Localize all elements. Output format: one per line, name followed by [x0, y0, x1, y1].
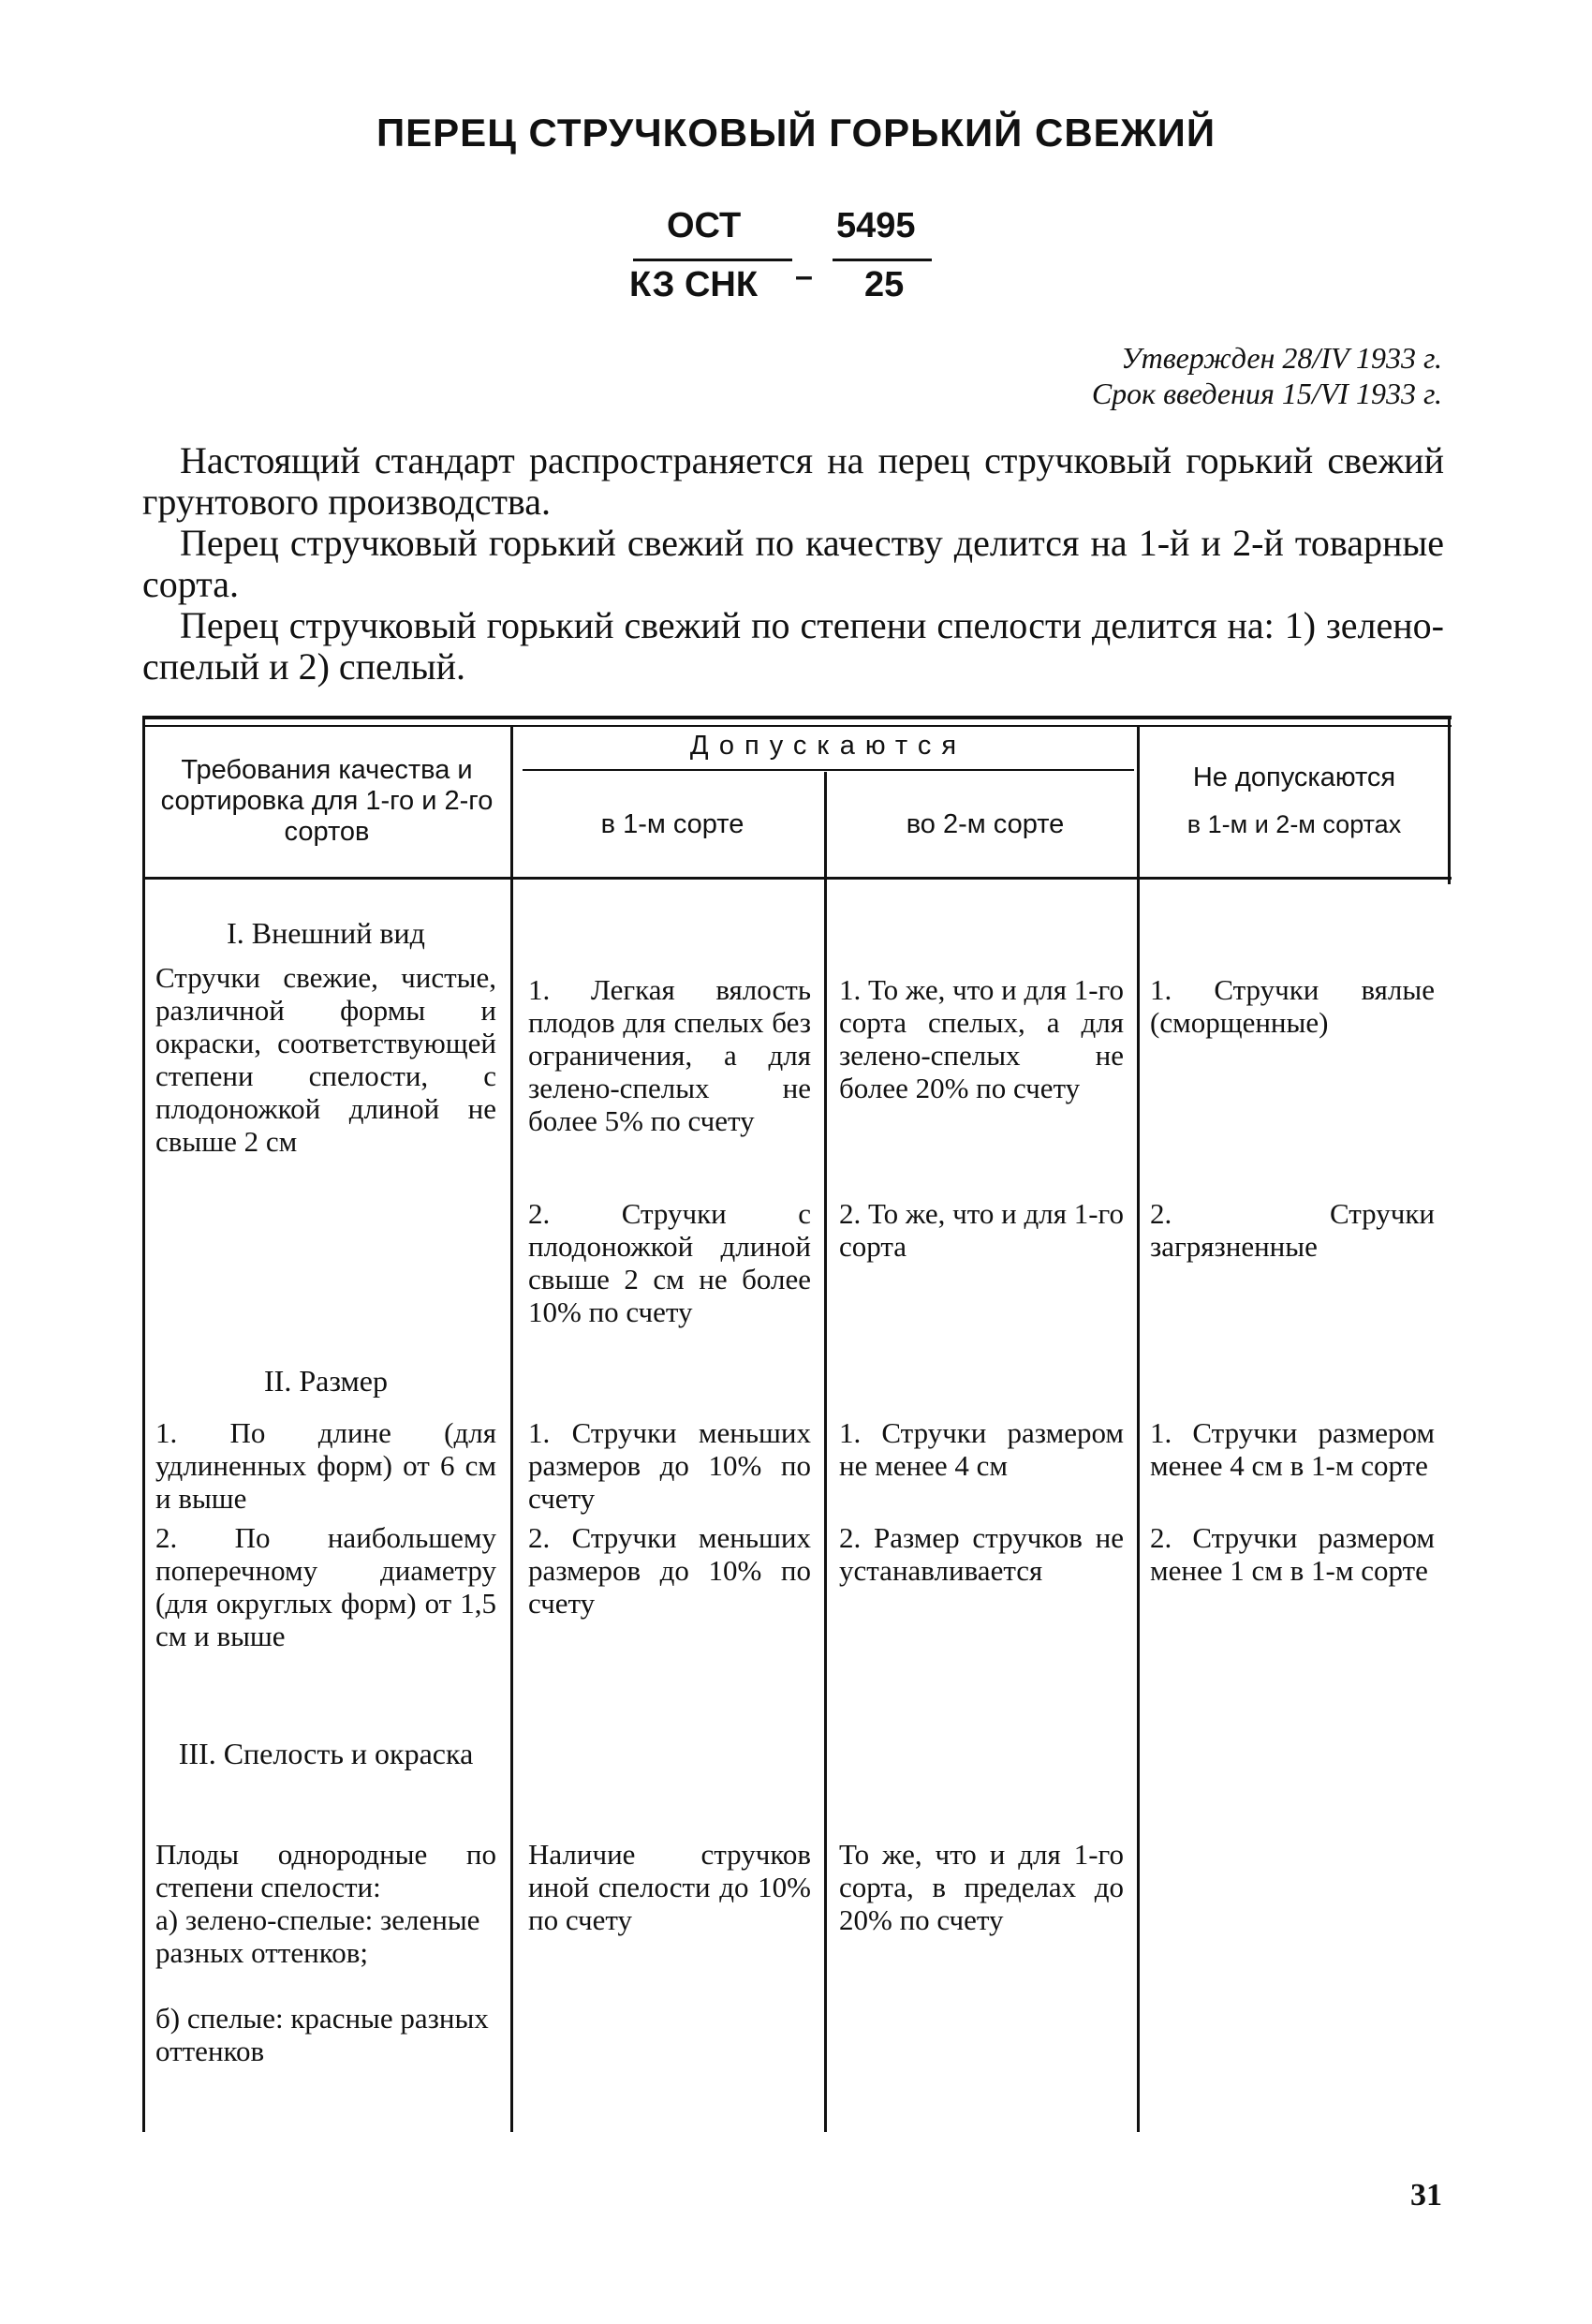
first-grade-allowance: Наличие стручков иной спелости до 10% по счету [528, 1838, 811, 1936]
second-grade-allowance: 2. Размер стручков не устанавливается [839, 1521, 1124, 1587]
first-grade-allowance: 1. Стручки меньших размеров до 10% по счету [528, 1416, 811, 1515]
header-bottom-rule [142, 877, 1452, 880]
header-not-allowed-grades: в 1-м и 2-м сортах [1187, 810, 1402, 838]
intro-text [142, 440, 1444, 688]
fraction-rule-right [833, 259, 932, 261]
intro-paragraph: Настоящий стандарт распространяется на перец стручковый горький свежий грунтового производства. [142, 439, 1444, 523]
not-allowed-item: 2. Стручки размером менее 1 см в 1-м сорте [1150, 1521, 1435, 1587]
fraction-dash: – [795, 259, 813, 294]
standard-number-bottom: 25 [864, 265, 905, 304]
column-divider [824, 772, 827, 2132]
intro-paragraph: Перец стручковый горький свежий по степени спелости делится на: 1) зелено-спелый и 2) спелый. [142, 604, 1444, 688]
intro-paragraph: Перец стручковый горький свежий по качеству делится на 1-й и 2-й товарные сорта. [142, 522, 1444, 605]
not-allowed-item: 1. Стручки вялые (сморщенные) [1150, 973, 1435, 1039]
approval-date: Утвержден 28/IV 1933 г. [1121, 341, 1442, 375]
header-allowed: Допускаются [689, 731, 967, 761]
standard-code-bottom-left: КЗ СНК [629, 265, 759, 304]
second-grade-allowance: 1. Стручки размером не менее 4 см [839, 1416, 1124, 1482]
section-title-size: II. Размер [264, 1364, 388, 1398]
page-title: ПЕРЕЦ СТРУЧКОВЫЙ ГОРЬКИЙ СВЕЖИЙ [376, 111, 1216, 155]
quality-requirements-table [142, 716, 1452, 2132]
standard-code-top-left: ОСТ [667, 206, 742, 245]
requirement-diameter: 2. По наибольшему поперечному диаметру (для округлых форм) от 1,5 см и выше [155, 1521, 496, 1652]
not-allowed-item: 1. Стручки размером менее 4 см в 1-м сорте [1150, 1416, 1435, 1482]
table-top-rule [142, 716, 1452, 719]
header-requirements: Требования качества и сортировка для 1-го и 2-го сортов [160, 755, 494, 847]
requirement-ripeness-green: а) зелено-спелые: зеленые разных оттенков; [155, 1903, 480, 1969]
header-not-allowed: Не допускаются [1192, 762, 1396, 792]
section-title-ripeness: III. Спелость и окраска [178, 1737, 474, 1770]
first-grade-allowance: 2. Стручки меньших размеров до 10% по счету [528, 1521, 811, 1620]
section-title-appearance: I. Внешний вид [227, 916, 425, 950]
header-first-grade: в 1-м сорте [600, 809, 744, 839]
fraction-rule-left [633, 259, 792, 261]
effective-date: Срок введения 15/VI 1933 г. [1091, 377, 1442, 410]
page-number: 31 [1410, 2178, 1442, 2213]
table-left-border [142, 716, 145, 2132]
column-divider [1137, 727, 1140, 2132]
not-allowed-item: 2. Стручки загрязненные [1150, 1197, 1435, 1263]
first-grade-allowance: 2. Стручки с плодоножкой длиной свыше 2 см не более 10% по счету [528, 1197, 811, 1328]
table-top-rule-inner [142, 725, 1452, 727]
second-grade-allowance: 2. То же, что и для 1-го сорта [839, 1197, 1124, 1263]
requirement-ripeness: Плоды однородные по степени спелости: [155, 1838, 496, 1903]
header-second-grade: во 2-м сорте [906, 809, 1065, 839]
standard-number-top: 5495 [836, 206, 916, 245]
second-grade-allowance: 1. То же, что и для 1-го сорта спелых, а для зелено-спелых не более 20% по счету [839, 973, 1124, 1104]
requirement-appearance: Стручки свежие, чистые, различной формы и окраски, соответствующей степени спелости, с плодоножкой длиной не свыше 2 см [155, 961, 496, 1158]
requirement-length: 1. По длине (для удлиненных форм) от 6 см и выше [155, 1416, 496, 1515]
column-divider [510, 727, 513, 2132]
first-grade-allowance: 1. Легкая вялость плодов для спелых без ограничения, а для зелено-спелых не более 5% по счету [528, 973, 811, 1137]
requirement-ripeness-red: б) спелые: красные разных оттенков [155, 2002, 489, 2067]
allowed-header-rule [523, 769, 1134, 771]
table-right-border [1448, 716, 1451, 884]
second-grade-allowance: То же, что и для 1-го сорта, в пределах до 20% по счету [839, 1838, 1124, 1936]
